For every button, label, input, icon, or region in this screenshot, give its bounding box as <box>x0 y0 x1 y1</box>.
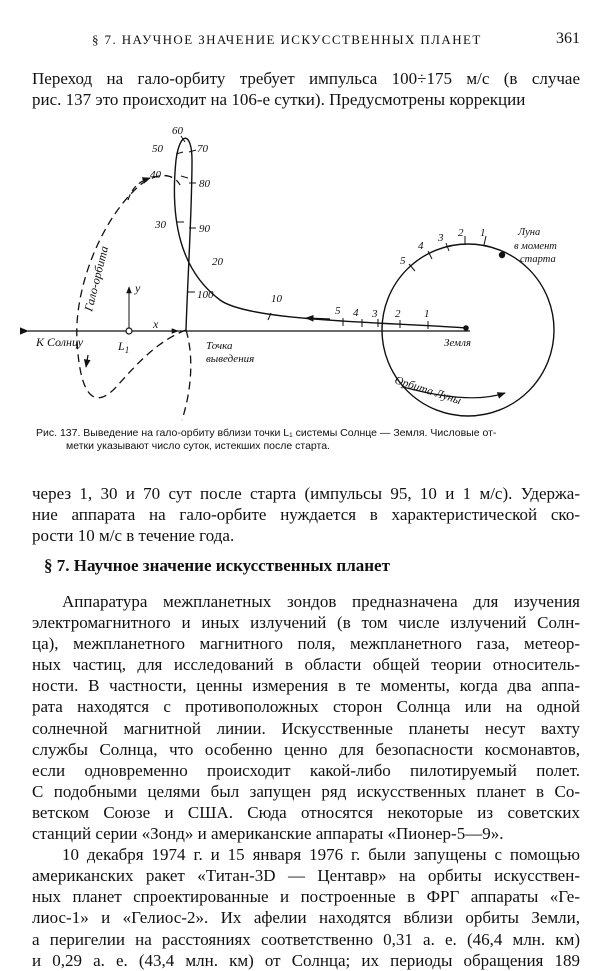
x-axis-label: x <box>153 317 159 331</box>
text-line: лиос-1» и «Гелиос-2». Их афелии находятся вблизи орбиты Земли, <box>32 908 580 928</box>
text-line: ности. В частности, ценны измерения в те моменты, когда два аппа- <box>32 676 580 696</box>
text-line: 10 декабря 1974 г. и 15 января 1976 г. были запущены с помощью <box>62 845 580 865</box>
figure-caption <box>36 427 576 453</box>
l1-label-main: L <box>118 339 125 353</box>
text-line: американских ракет «Титан-3D — Центавр» на орбиты искусствен- <box>32 866 580 886</box>
transfer-day-label: 5 <box>335 305 341 317</box>
moon-at-launch-label: Луна <box>518 227 541 238</box>
text-line: через 1, 30 и 70 сут после старта (импульсы 95, 10 и 1 м/с). Удержа- <box>32 484 580 503</box>
text-line: электромагнитного и иных излучений (в том числе излучений Солн- <box>32 613 580 633</box>
text-line: и 0,29 а. е. (43,4 млн. км) от Солнца; их периоды обращения 189 <box>32 950 580 970</box>
moon-day-label: 2 <box>458 227 464 239</box>
text-line: солнечной магнитной линии. Искусственные планеты несут вахту <box>32 718 580 738</box>
text-line: Аппаратура межпланетных зондов предназначена для изучения <box>62 592 580 611</box>
to-sun-label: К Солнцу <box>36 335 84 349</box>
halo-day-label: 40 <box>150 169 161 181</box>
transfer-day-label: 20 <box>212 256 223 268</box>
section-heading: § 7. Научное значение искусственных планет <box>44 556 390 575</box>
moon-day-label: 5 <box>400 255 406 267</box>
moon-day-label: 3 <box>438 232 444 244</box>
halo-day-label: 90 <box>199 223 210 235</box>
text-line: ных частиц, для исследований в области общей теории относитель- <box>32 655 580 675</box>
halo-down-arrow <box>86 355 88 367</box>
moon-at-launch-label: в момент <box>514 241 557 252</box>
text-line: Переход на гало-орбиту требует импульса 100÷175 м/с (в случае <box>32 69 580 88</box>
text-line: а перигелии на расстояниях соответственно 0,31 а. е. (46,4 млн. км) <box>32 929 580 949</box>
caption-line: Рис. 137. Выведение на гало-орбиту вблизи точки L₁ системы Солнце — Земля. Числовые от- <box>36 427 497 439</box>
l1-point-marker <box>126 328 132 334</box>
earth-label: Земля <box>444 337 471 349</box>
transfer-day-label: 4 <box>353 307 359 319</box>
text-line: рости 10 м/с в течение года. <box>32 526 235 546</box>
figure-137-diagram <box>0 110 600 425</box>
moon-day-label: 4 <box>418 240 424 252</box>
text-line: ние аппарата на гало-орбите нуждается в характеристической ско- <box>32 505 580 525</box>
page-number: 361 <box>556 30 580 47</box>
l1-label-subscript: 1 <box>124 345 130 355</box>
halo-day-label: 100 <box>197 289 214 301</box>
l1-label <box>117 339 129 355</box>
text-line: станций серии «Зонд» и американские аппараты «Пионер-5—9». <box>32 824 504 844</box>
moon-at-launch-label: старта <box>520 254 556 265</box>
transfer-trajectory <box>174 138 466 330</box>
text-line: ветском Союзе и США. Сюда относятся некоторые из советских <box>32 802 580 822</box>
intro-paragraph <box>32 68 580 110</box>
y-axis-label: y <box>135 281 141 295</box>
halo-day-label: 50 <box>152 143 163 155</box>
paragraph-after-figure <box>32 483 580 546</box>
moon-at-launch-dot <box>499 252 505 258</box>
text-line: рата находятся с противоположных сторон Солнца или на одной <box>32 697 580 717</box>
text-line: ных планет спроектированные и построенные в ФРГ аппараты «Ге- <box>32 887 580 907</box>
transfer-day-label: 2 <box>395 308 401 320</box>
running-header-title: § 7. НАУЧНОЕ ЗНАЧЕНИЕ ИСКУССТВЕННЫХ ПЛАНЕТ <box>92 32 482 47</box>
halo-day-label: 30 <box>155 219 166 231</box>
halo-orbit-lower <box>182 330 191 420</box>
text-line: если одновременно происходит какой-либо пилотируемый полет. <box>32 760 580 780</box>
transfer-day-label: 10 <box>271 293 282 305</box>
moon-orbit-label: Орбита Луны <box>393 374 463 408</box>
text-line: С подобными целями был запущен ряд искусственных планет в Со- <box>32 781 580 801</box>
transfer-day-label: 1 <box>424 308 430 320</box>
section-body <box>32 591 580 971</box>
text-line: службы Солнца, что особенно ценно для безопасности космонавтов, <box>32 739 580 759</box>
insertion-point-label: выведения <box>206 353 255 365</box>
moon-day-label: 1 <box>480 227 486 239</box>
halo-day-label: 80 <box>199 178 210 190</box>
text-line: ца), межпланетного магнитного поля, межпланетного газа, метеор- <box>32 634 580 654</box>
halo-orbit-label: Гало-орбита <box>81 244 112 313</box>
text-line: рис. 137 это происходит на 106-е сутки). Предусмотрены коррекции <box>32 90 526 110</box>
running-header <box>0 30 600 52</box>
transfer-day-label: 3 <box>372 308 378 320</box>
insertion-point-label: Точка <box>206 340 233 352</box>
caption-line: метки указывают число суток, истекших после старта. <box>66 440 330 452</box>
halo-day-label: 70 <box>197 143 208 155</box>
halo-day-label: 60 <box>172 125 183 137</box>
